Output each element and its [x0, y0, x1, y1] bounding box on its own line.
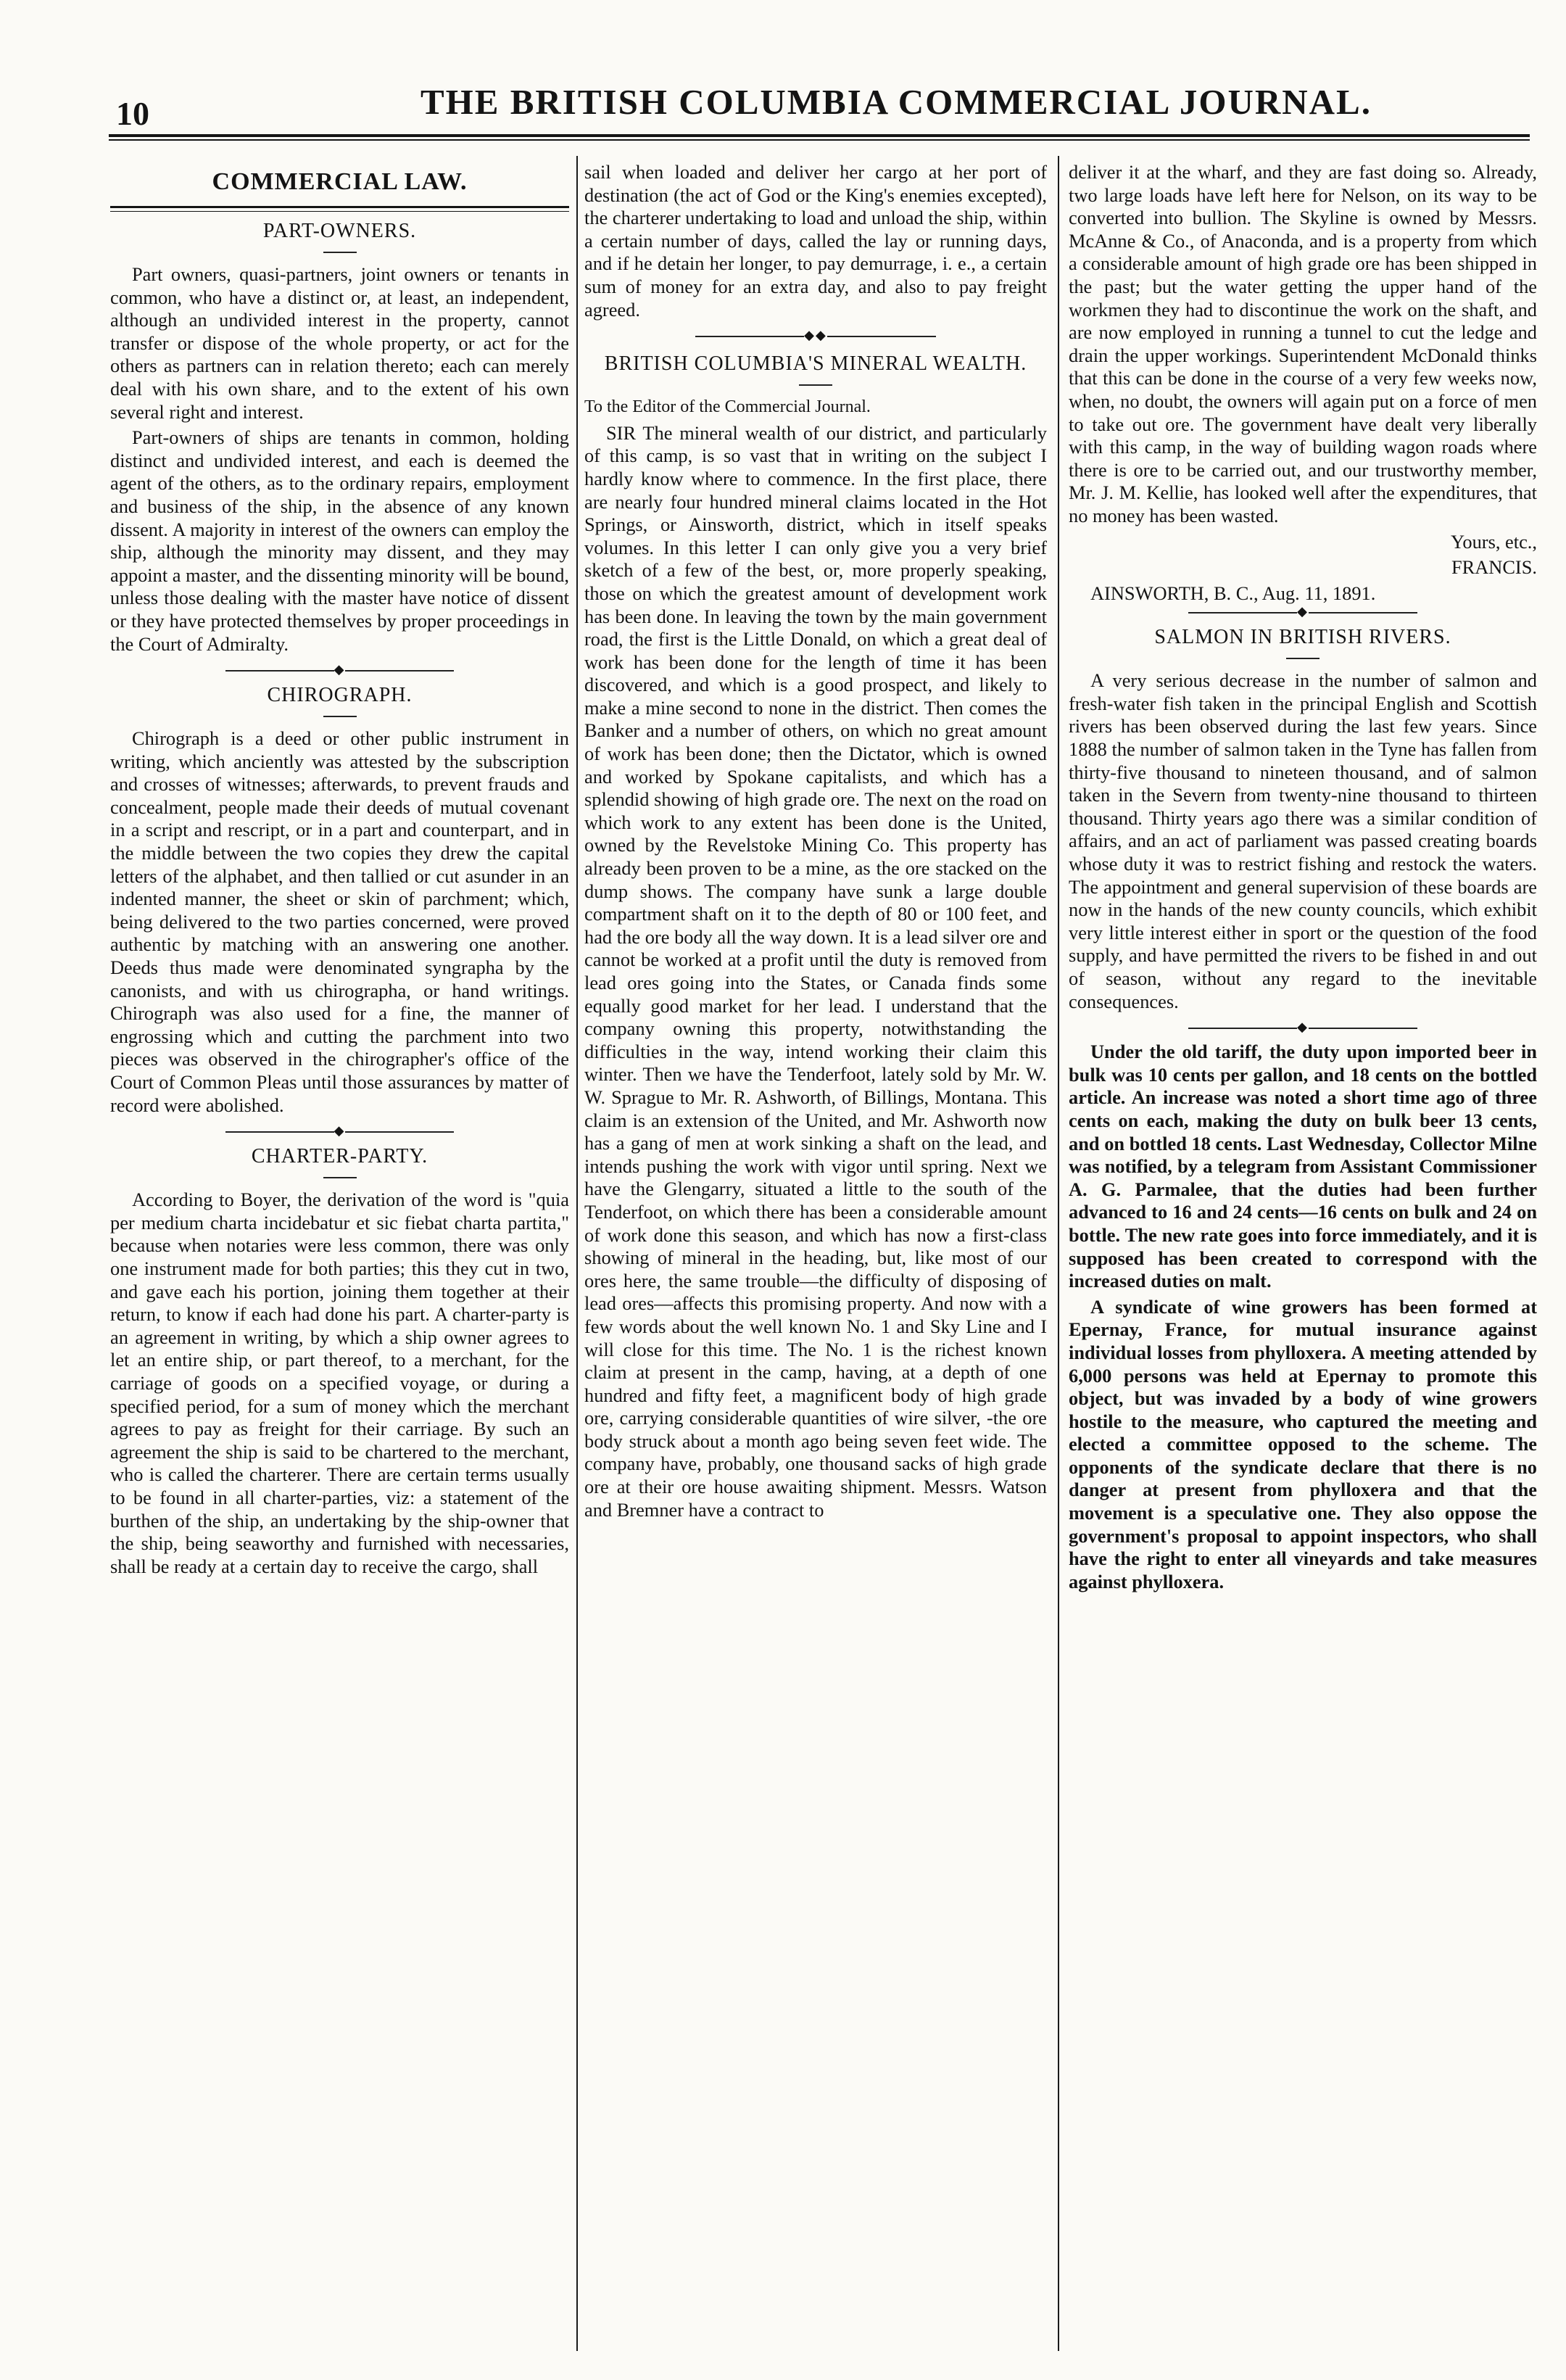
- section-title: COMMERCIAL LAW.: [212, 168, 468, 195]
- part-owners-paragraph-2: Part-owners of ships are tenants in common, holding distinct and undivided interest, and each is deemed the agent of the others, as to the ordinary repairs, employment and business of the ship, in the absence of any known dissent. A majority in interest of the owners can employ the ship, although the minority may dissent, and they may appoint a master, and the dissenting minority will be bound, unless those dealing with the master have notice of dissent or they have protected themselves by proper proceedings in the Court of Admiralty.: [110, 426, 569, 655]
- signature: FRANCIS.: [1451, 556, 1537, 579]
- page-number: 10: [116, 95, 149, 132]
- double-rule: [110, 206, 569, 212]
- ornament-divider: ◆: [1069, 1020, 1537, 1033]
- to-editor-line: To the Editor of the Commercial Journal.: [584, 397, 871, 417]
- chirograph-paragraph: Chirograph is a deed or other public instrument in writing, which anciently was attested by the subscription and crosses of witnesses; afterwards, to prevent frauds and concealment, people made their deeds of mutual covenant in a script and rescript, or in a part and counterpart, and in the middle between the two copies they drew the capital letters of the alphabet, and then tallied or cut asunder in an indented manner, the sheet or skin of parchment; which, being delivered to the two parties concerned, were proved authentic by matching with an answering one another. Deeds thus made were denominated syngrapha by the canonists, and with us chirographa, or hand writings. Chirograph was also used for a fine, the manner of engrossing which and cutting the parchment into two pieces was observed in the chirographer's office of the Court of Common Pleas until those assurances by matter of record were abolished.: [110, 727, 569, 1116]
- column-1: [110, 161, 569, 2351]
- dateline: AINSWORTH, B. C., Aug. 11, 1891.: [1090, 582, 1376, 604]
- column-divider-1: [576, 156, 578, 2351]
- ornament-divider: ◆: [110, 663, 569, 676]
- header-rule: [109, 134, 1530, 141]
- signoff: Yours, etc.,: [1450, 530, 1537, 553]
- wine-syndicate-paragraph: A syndicate of wine growers has been formed at Epernay, France, for mutual insurance against individual losses from phylloxera. A meeting attended by 6,000 persons was held at Epernay to promote this object, but was invaded by a body of wine growers hostile to the measure, who captured the meeting and elected a committee opposed to the scheme. The opponents of the syndicate declare that there is no danger at present from phylloxera and that the movement is a speculative one. They also oppose the government's proposal to appoint inspectors, who shall have the right to enter all vineyards and take measures against phylloxera.: [1069, 1295, 1537, 1592]
- charter-party-heading: CHARTER-PARTY.: [251, 1145, 428, 1168]
- column-divider-2: [1058, 156, 1059, 2351]
- salmon-heading: SALMON IN BRITISH RIVERS.: [1154, 626, 1451, 649]
- mineral-wealth-heading: BRITISH COLUMBIA'S MINERAL WEALTH.: [604, 352, 1027, 376]
- short-rule: [323, 1177, 357, 1178]
- journal-title: THE BRITISH COLUMBIA COMMERCIAL JOURNAL.: [420, 82, 1372, 122]
- ornament-divider: ◆◆: [584, 329, 1047, 342]
- chirograph-heading: CHIROGRAPH.: [267, 684, 413, 707]
- mineral-wealth-paragraph: SIR The mineral wealth of our district, and particularly of this camp, is so vast that in writing on the subject I hardly know where to commence. In the first place, there are nearly four hundred mineral claims located in the Hot Springs, or Ainsworth, district, which in itself speaks volumes. In this letter I can only give you a very brief sketch of a few of the best, or, more properly speaking, those on which the greatest amount of development work has been done. In leaving the town by the main government road, the first is the Little Donald, on which a great deal of work has been done for the length of time it has been discovered, and which is a good prospect, and likely to make a mine second to none in the district. Then comes the Banker and a number of others, on which no great amount of work has been done; then the Dictator, which is owned and worked by Spokane capitalists, and which has a splendid showing of high grade ore. The next on the road on which work to any extent has been done is the United, owned by the Revelstoke Mining Co. This property has already been proven to be a mine, as the ore stacked on the dump shows. The company have sunk a large double compartment shaft on it to the depth of 80 or 100 feet, and had the ore body all the way down. It is a lead silver ore and cannot be worked at a profit until the duty is removed from lead ores going into the States, or Canada finds some equally good market for her lead. I understand that the company owning this property, notwithstanding the difficulties in the way, intend working their claim this winter. Then we have the Tenderfoot, lately sold by Mr. W. W. Sprague to Mr. R. Ashworth, of Billings, Montana. This claim is an extension of the United, and Mr. Ashworth now has a gang of men at work sinking a shaft on the lead, and intends pushing the work with vigor until spring. Next we have the Glengarry, situated a little to the south of the Tenderfoot, on which there has been a considerable amount of work done this season, and which has now a first-class showing of mineral in the heading, but, like most of our ores here, the same trouble—the difficulty of disposing of lead ores—affects this promising property. And now with a few words about the well known No. 1 and Sky Line and I will close for this time. The No. 1 is the richest known claim at present in the camp, having, at a depth of one hundred and fifty feet, a magnificent body of high grade ore, carrying considerable quantities of wire silver, -the ore body struck about a month ago being seven feet wide. The company have, probably, one thousand sacks of high grade ore at their ore house awaiting shipment. Messrs. Watson and Bremner have a contract to: [584, 421, 1047, 1521]
- ornament-divider: ◆: [110, 1124, 569, 1137]
- short-rule: [799, 384, 832, 386]
- part-owners-paragraph-1: Part owners, quasi-partners, joint owners or tenants in common, who have a distinct or, at least, an independent, although an undivided interest in the property, cannot transfer or dispose of the whole property, or act for the others as partners can in relation thereto; each can merely deal with his own share, and to the extent of his own several right and interest.: [110, 263, 569, 423]
- charter-party-continued: sail when loaded and deliver her cargo at her port of destination (the act of God or the King's enemies excepted), the charterer undertaking to load and unload the ship, within a certain number of days, called the lay or running days, and if he detain her longer, to pay demurrage, i. e., a certain sum of money for an extra day, and also to pay freight agreed.: [584, 161, 1047, 321]
- tariff-paragraph: Under the old tariff, the duty upon imported beer in bulk was 10 cents per gallon, and 18 cents on the bottled article. An increase was noted a short time ago of three cents on each, making the duty on bulk beer 13 cents, and on bottled 18 cents. Last Wednesday, Collector Milne was notified, by a telegram from Assistant Commissioner A. G. Parmalee, that the duties had been further advanced to 16 and 24 cents—16 cents on bulk and 24 on bottle. The new rate goes into force immediately, and it is supposed has been created to correspond with the increased duties on malt.: [1069, 1041, 1537, 1292]
- salmon-paragraph: A very serious decrease in the number of salmon and fresh-water fish taken in the principal English and Scottish rivers has been observed during the last few years. Since 1888 the number of salmon taken in the Tyne has fallen from thirty-five thousand to nineteen thousand, and of salmon taken in the Severn from twenty-nine thousand to thirteen thousand. Thirty years ago there was a similar condition of affairs, and an act of parliament was passed creating boards whose duty it was to restrict fishing and restock the waters. The appointment and general supervision of these boards are now in the hands of the new county councils, which exhibit very little interest either in sport or the question of the food supply, and have permitted the rivers to be fished in and out of season, without any regard to the inevitable consequences.: [1069, 669, 1537, 1012]
- short-rule: [323, 252, 357, 253]
- short-rule: [323, 716, 357, 717]
- mineral-wealth-continued: deliver it at the wharf, and they are fast doing so. Already, two large loads have left here for Nelson, on its way to be converted into bullion. The Skyline is owned by Messrs. McAnne & Co., of Anaconda, and is a property from which a considerable amount of high grade ore has been shipped in the past; but the water getting the upper hand of the workmen they had to discontinue the work on the shaft, and are now employed in running a tunnel to cut the ledge and drain the upper workings. Superintendent McDonald thinks that this can be done in the course of a very few weeks now, when, no doubt, the owners will again put on a force of men to take out ore. The government have dealt very liberally with this camp, in the way of building wagon roads where there is ore to be carried out, and our trustworthy member, Mr. J. M. Kellie, has looked well after the expenditures, that no money has been wasted.: [1069, 161, 1537, 526]
- short-rule: [1286, 658, 1320, 659]
- column-3: [1069, 161, 1537, 2351]
- ornament-divider: ◆: [1069, 605, 1537, 618]
- part-owners-heading: PART-OWNERS.: [262, 220, 417, 242]
- column-2: [584, 161, 1047, 2351]
- charter-party-paragraph: According to Boyer, the derivation of the word is "quia per medium charta incidebatur et sic fiebat charta partita," because when notaries were less common, there was only one instrument made for both parties; this they cut in two, and gave each his portion, joining them together at their return, to know if each had done his part. A charter-party is an agreement in writing, by which a ship owner agrees to let an entire ship, or part thereof, to a merchant, for the carriage of goods on a specified voyage, or during a specified period, for a sum of money which the merchant agrees to pay as freight for their carriage. By such an agreement the ship is said to be chartered to the merchant, who is called the charterer. There are certain terms usually to be found in all charter-parties, viz: a statement of the burthen of the ship, an undertaking by the ship-owner that the ship, being seaworthy and furnished with necessaries, shall be ready at a certain day to receive the cargo, shall: [110, 1189, 569, 1577]
- page-header: [0, 73, 1566, 145]
